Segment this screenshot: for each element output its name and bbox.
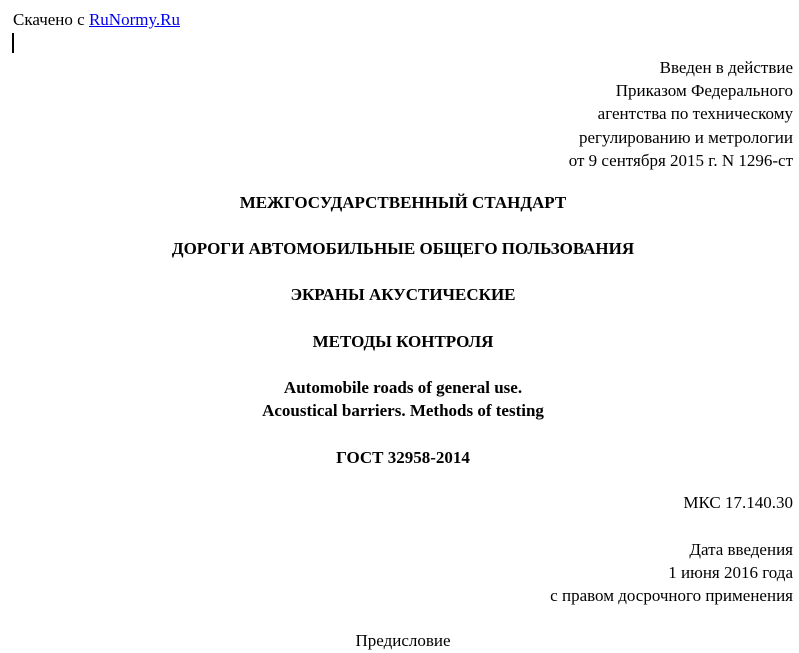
mks-code: МКС 17.140.30: [683, 493, 793, 512]
title-heading-methods: МЕТОДЫ КОНТРОЛЯ: [312, 332, 494, 351]
english-title-line: Automobile roads of general use.: [283, 378, 523, 397]
enactment-line: Приказом Федерального: [615, 81, 793, 101]
introduction-line: 1 июня 2016 года: [668, 563, 793, 583]
text-cursor: [12, 33, 14, 53]
source-line: [13, 8, 180, 32]
english-title-line: Acoustical barriers. Methods of testing: [262, 401, 544, 420]
source-prefix: Скачено с: [13, 10, 89, 29]
introduction-line: с правом досрочного применения: [550, 586, 793, 606]
enactment-line: агентства по техническому: [597, 104, 793, 124]
enactment-line: от 9 сентября 2015 г. N 1296-ст: [568, 150, 793, 170]
standard-type-heading: МЕЖГОСУДАРСТВЕННЫЙ СТАНДАРТ: [239, 193, 567, 212]
introduction-line: Дата введения: [689, 540, 793, 559]
enactment-line: регулированию и метрологии: [578, 127, 793, 147]
source-link[interactable]: RuNormy.Ru: [88, 10, 180, 29]
enactment-block: [569, 56, 793, 172]
introduction-date-block: [550, 538, 793, 608]
gost-number: ГОСТ 32958-2014: [336, 448, 470, 467]
english-title: [0, 376, 799, 422]
enactment-line: Введен в действие: [659, 58, 793, 77]
foreword-heading: Предисловие: [355, 631, 451, 650]
title-heading-roads: ДОРОГИ АВТОМОБИЛЬНЫЕ ОБЩЕГО ПОЛЬЗОВАНИЯ: [171, 239, 635, 258]
title-heading-screens: ЭКРАНЫ АКУСТИЧЕСКИЕ: [290, 285, 516, 304]
